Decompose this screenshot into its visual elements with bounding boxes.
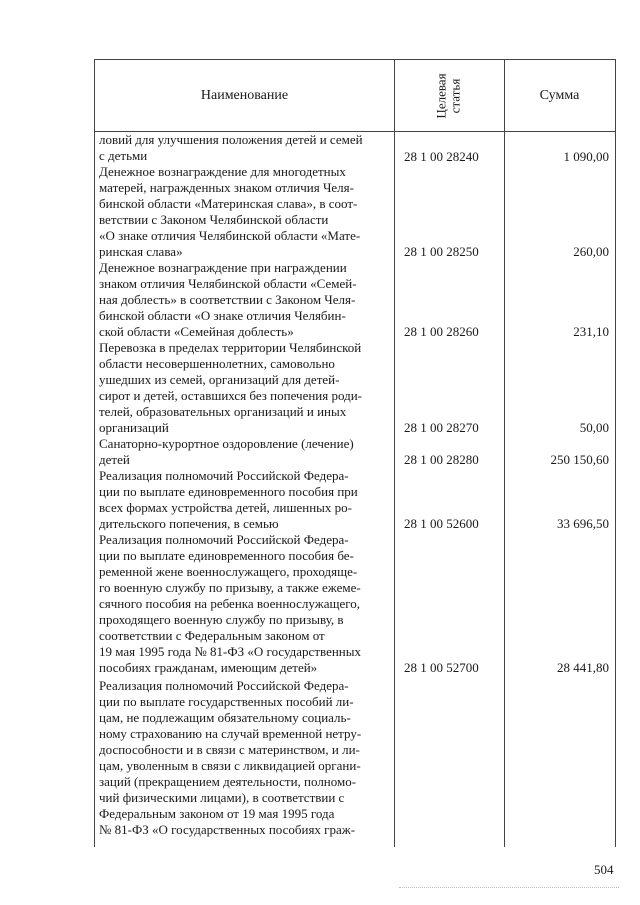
row-name-line: «О знаке отличия Челябинской области «Мате- — [99, 228, 361, 243]
row-name-line: знаком отличия Челябинской области «Семей- — [99, 276, 357, 291]
row-code: 28 1 00 28280 — [404, 452, 479, 467]
row-name — [99, 164, 390, 260]
row-name-line: бинской области «О знаке отличия Челябин- — [99, 308, 346, 323]
scan-artifact-dotted-line — [399, 887, 619, 888]
row-sum: 50,00 — [579, 420, 609, 435]
column-header-code-line2: статья — [447, 78, 463, 113]
row-name — [99, 532, 390, 676]
row-name-line: № 81-ФЗ «О государственных пособиях граж- — [99, 822, 356, 837]
row-code: 28 1 00 28270 — [404, 420, 479, 435]
row-name — [99, 678, 390, 838]
row-name-line: пособиях гражданам, имеющим детей» — [99, 660, 318, 675]
row-name-line: ветствии с Законом Челябинской области — [99, 212, 329, 227]
page-number: 504 — [594, 862, 614, 877]
row-name-line: Реализация полномочий Российской Федера- — [99, 468, 349, 483]
row-sum: 33 696,50 — [557, 516, 609, 531]
column-divider — [504, 60, 505, 847]
row-name-line: Санаторно-курортное оздоровление (лечение) — [99, 436, 354, 451]
row-name-line: Перевозка в пределах территории Челябинской — [99, 340, 362, 355]
row-name — [99, 436, 390, 468]
row-name-line: ции по выплате государственных пособий ли- — [99, 694, 354, 709]
row-name-line: области несовершеннолетних, самовольно — [99, 356, 335, 371]
row-name-line: заций (прекращением деятельности, полномо- — [99, 774, 357, 789]
row-name-line: детей — [99, 452, 130, 467]
row-name-line: 19 мая 1995 года № 81-ФЗ «О государственных — [99, 644, 361, 659]
row-name-line: Реализация полномочий Российской Федера- — [99, 532, 349, 547]
row-name-line: организаций — [99, 420, 169, 435]
row-sum: 28 441,80 — [557, 660, 609, 675]
row-sum: 250 150,60 — [550, 452, 609, 467]
row-code: 28 1 00 52700 — [404, 660, 479, 675]
column-header-name: Наименование — [200, 87, 289, 103]
row-name-line: телей, образовательных организаций и иных — [99, 404, 347, 419]
row-name — [99, 260, 390, 340]
row-name-line: цам, не подлежащим обязательному социаль- — [99, 710, 351, 725]
row-sum: 260,00 — [573, 244, 609, 259]
row-name-line: чий физическими лицами), в соответствии с — [99, 790, 345, 805]
row-name-line: ушедших из семей, организаций для детей- — [99, 372, 340, 387]
row-name-line: ции по выплате единовременного пособия при — [99, 484, 358, 499]
row-name-line: соответствии с Федеральным законом от — [99, 628, 325, 643]
column-header-sum: Сумма — [539, 87, 580, 103]
column-header-code-line1: Целевая — [433, 72, 449, 119]
row-name-line: с детьми — [99, 148, 148, 163]
column-header-code — [394, 60, 504, 131]
row-name-line: Денежное вознаграждение для многодетных — [99, 164, 346, 179]
row-name-line: ринская слава» — [99, 244, 183, 259]
row-name-line: ской области «Семейная доблесть» — [99, 324, 294, 339]
row-name-line: дительского попечения, в семью — [99, 516, 279, 531]
row-name-line: ловий для улучшения положения детей и семей — [99, 132, 363, 147]
column-divider — [394, 60, 395, 847]
row-name-line: проходящего военную службу по призыву, в — [99, 612, 344, 627]
row-code: 28 1 00 52600 — [404, 516, 479, 531]
row-name-line: сячного пособия на ребенка военнослужащего, — [99, 596, 361, 611]
row-name-line: Реализация полномочий Российской Федера- — [99, 678, 349, 693]
row-name-line: ная доблесть» в соответствии с Законом Челя- — [99, 292, 356, 307]
row-name-line: ному страхованию на случай временной нетру- — [99, 726, 362, 741]
row-name-line: Денежное вознаграждение при награждении — [99, 260, 347, 275]
row-name — [99, 340, 390, 436]
row-name — [99, 132, 390, 164]
row-name-line: Федеральным законом от 19 мая 1995 года — [99, 806, 335, 821]
row-code: 28 1 00 28240 — [404, 149, 479, 164]
row-name-line: сирот и детей, оставшихся без попечения роди- — [99, 388, 363, 403]
row-name-line: ременной жене военнослужащего, проходяще- — [99, 564, 358, 579]
row-name-line: доспособности и в связи с материнством, и ли- — [99, 742, 360, 757]
row-name-line: матерей, награжденных знаком отличия Челя- — [99, 180, 354, 195]
budget-table — [94, 59, 616, 847]
row-name-line: го военную службу по призыву, а также ежеме- — [99, 580, 361, 595]
row-name-line: бинской области «Материнская слава», в соот- — [99, 196, 358, 211]
row-name-line: всех формах устройства детей, лишенных ро- — [99, 500, 352, 515]
row-code: 28 1 00 28260 — [404, 324, 479, 339]
row-name-line: ции по выплате единовременного пособия бе- — [99, 548, 354, 563]
row-sum: 1 090,00 — [563, 149, 609, 164]
row-name-line: цам, уволенным в связи с ликвидацией органи- — [99, 758, 361, 773]
row-name — [99, 468, 390, 532]
row-sum: 231,10 — [573, 324, 609, 339]
row-code: 28 1 00 28250 — [404, 244, 479, 259]
